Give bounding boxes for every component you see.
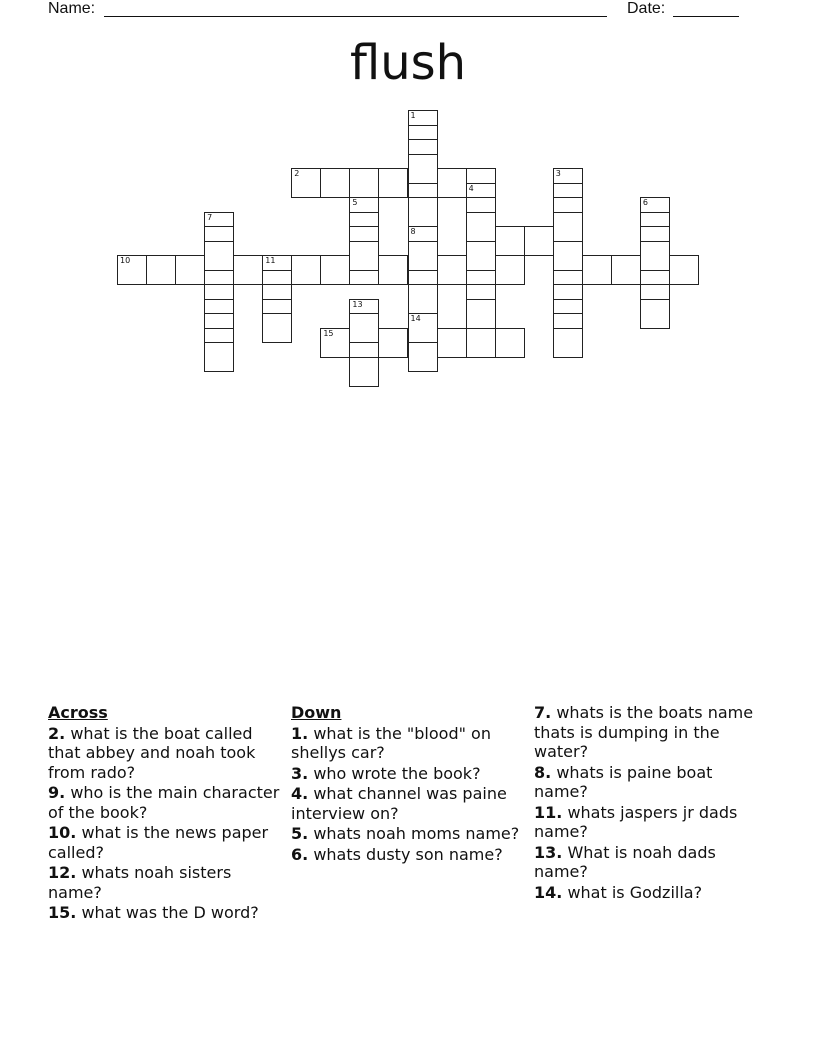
clue-down-5 [291,824,527,844]
clue-text: what is the boat called that abbey and noah took from rado? [48,723,256,782]
grid-cell[interactable] [349,241,379,271]
clue-text: whats noah moms name? [313,824,520,843]
grid-cell[interactable] [117,255,147,285]
down-clues-continued [534,703,770,903]
clue-number: 15. [48,903,77,922]
grid-cell[interactable] [291,255,321,285]
grid-cell[interactable] [408,342,438,372]
grid-cell[interactable] [466,299,496,329]
clue-number: 12. [48,863,77,882]
down-heading: Down [291,703,342,722]
cell-number: 7 [207,212,213,222]
grid-cell[interactable] [437,255,467,285]
cell-number: 2 [294,169,300,179]
grid-cell[interactable] [408,154,438,184]
clue-down-13 [534,843,770,882]
grid-cell[interactable] [466,328,496,358]
grid-cell[interactable] [611,255,641,285]
cell-number: 3 [555,169,561,179]
clue-down-8 [534,763,770,802]
grid-cell[interactable] [320,328,350,358]
clue-text: whats noah sisters name? [48,863,232,902]
clue-down-6 [291,845,527,865]
grid-cell[interactable] [437,328,467,358]
grid-cell[interactable] [320,255,350,285]
grid-cell[interactable] [349,313,379,343]
across-clues [48,703,284,924]
clue-number: 5. [291,824,309,843]
clue-text: what is Godzilla? [567,882,703,902]
clue-down-4 [291,784,527,823]
page-title: flush [349,35,467,91]
clue-text: who wrote the book? [313,763,481,783]
grid-cell[interactable] [437,168,467,198]
cell-number: 13 [352,299,363,309]
clue-number: 2. [48,723,66,743]
clue-number: 3. [291,763,309,783]
clue-text: what was the D word? [81,903,259,922]
grid-cell[interactable] [378,168,408,198]
clue-down-14 [534,883,770,903]
grid-cell[interactable] [524,226,554,256]
clue-across-15 [48,903,284,923]
grid-cell[interactable] [408,241,438,271]
cell-number: 5 [352,198,358,208]
grid-cell[interactable] [640,299,670,329]
clue-down-1 [291,724,527,763]
grid-cell[interactable] [495,255,525,285]
clue-text: what is the news paper called? [48,823,269,862]
clue-across-9 [48,783,284,822]
grid-cell[interactable] [553,241,583,271]
grid-cell[interactable] [204,241,234,271]
grid-cell[interactable] [640,241,670,271]
clue-number: 7. [534,703,552,722]
clue-number: 4. [291,784,309,803]
clue-text: who is the main character of the book? [48,783,280,822]
date-label: Date: [627,0,666,17]
clue-text: whats is paine boat name? [534,762,713,801]
grid-cell[interactable] [408,197,438,227]
clue-number: 6. [291,844,309,864]
clue-down-3 [291,764,527,784]
cell-number: 4 [468,183,474,193]
grid-cell[interactable] [466,241,496,271]
clue-text: whats jaspers jr dads name? [534,802,738,841]
grid-cell[interactable] [582,255,612,285]
grid-cell[interactable] [495,226,525,256]
name-label: Name: [48,0,96,17]
clue-text: whats dusty son name? [313,844,503,864]
cell-number: 11 [265,256,276,266]
grid-cell[interactable] [349,357,379,387]
clue-down-11 [534,803,770,842]
clue-down-7 [534,703,770,762]
grid-cell[interactable] [175,255,205,285]
cell-number: 8 [410,227,416,237]
clue-number: 10. [48,823,77,842]
cell-number: 14 [410,314,421,324]
grid-cell[interactable] [204,342,234,372]
grid-cell[interactable] [233,255,263,285]
grid-cell[interactable] [669,255,699,285]
clue-across-12 [48,863,284,902]
clue-number: 1. [291,723,309,743]
grid-cell[interactable] [553,212,583,242]
grid-cell[interactable] [495,328,525,358]
clue-number: 13. [534,842,563,862]
clue-text: what channel was paine interview on? [291,784,507,823]
grid-cell[interactable] [553,328,583,358]
clue-text: What is noah dads name? [534,842,716,881]
clue-number: 11. [534,802,563,822]
cell-number: 10 [120,256,131,266]
grid-cell[interactable] [262,313,292,343]
clue-number: 8. [534,762,552,782]
grid-cell[interactable] [291,168,321,198]
grid-cell[interactable] [320,168,350,198]
cell-number: 1 [410,111,416,120]
grid-cell[interactable] [408,284,438,314]
clue-number: 9. [48,783,66,802]
clue-across-2 [48,724,284,783]
clue-text: whats is the boats name thats is dumping in the water? [534,703,754,761]
grid-cell[interactable] [349,168,379,198]
clue-across-10 [48,823,284,862]
cell-number: 15 [323,328,334,338]
grid-cell[interactable] [146,255,176,285]
grid-cell[interactable] [408,313,438,343]
clue-text: what is the "blood" on shellys car? [291,723,491,762]
grid-cell[interactable] [378,255,408,285]
grid-cell[interactable] [378,328,408,358]
down-clues [291,703,527,865]
across-heading: Across [48,703,108,722]
clue-number: 14. [534,882,563,902]
grid-cell[interactable] [466,212,496,242]
cell-number: 6 [642,198,648,208]
